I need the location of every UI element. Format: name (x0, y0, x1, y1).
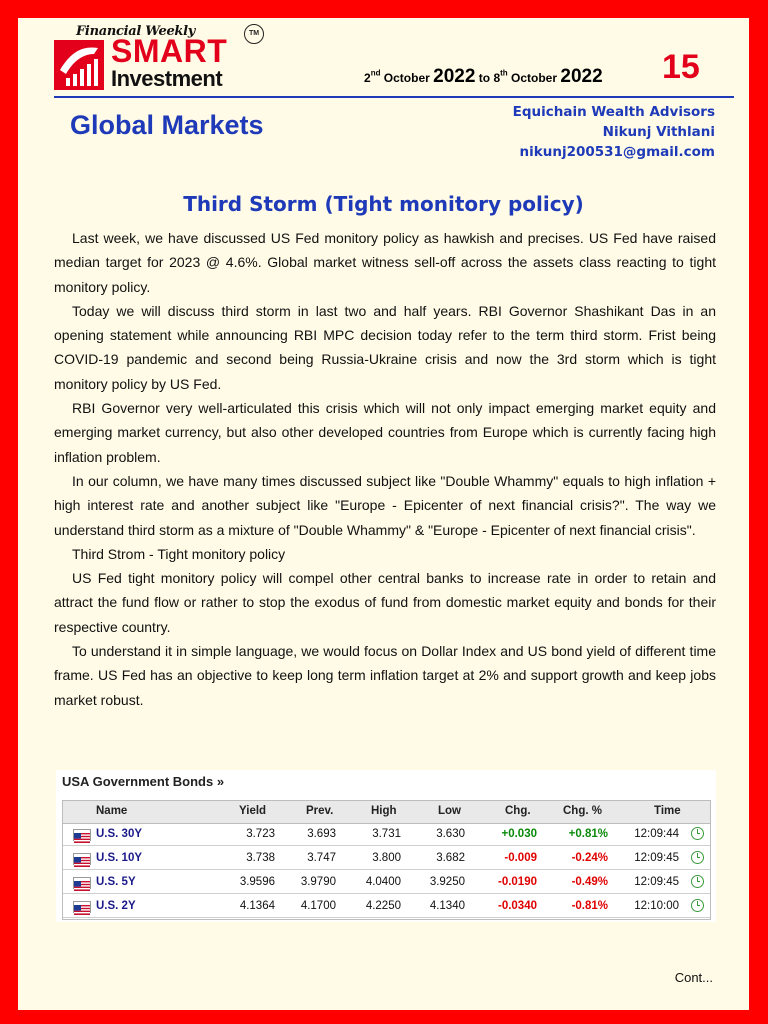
cell-high: 3.731 (372, 828, 401, 840)
article-body (54, 226, 716, 712)
cell-high: 4.2250 (365, 900, 401, 912)
cell-chg-pct: -0.49% (571, 876, 608, 888)
cell-prev: 3.747 (307, 852, 336, 864)
masthead-divider (54, 96, 734, 98)
section-title: Global Markets (70, 110, 264, 140)
cell-prev: 4.1700 (300, 900, 336, 912)
trademark-badge: TM (244, 24, 264, 44)
advisor-firm: Equichain Wealth Advisors (512, 104, 715, 120)
logo-brand-investment: Investment (111, 66, 223, 91)
date-start-suffix: nd (370, 68, 381, 78)
header-name: Name (96, 805, 128, 817)
advisor-email: nikunj200531@gmail.com (519, 144, 715, 160)
header-chg: Chg. (505, 805, 531, 817)
clock-icon (691, 827, 704, 840)
cell-time: 12:10:00 (634, 900, 679, 912)
advisor-name: Nikunj Vithlani (602, 124, 715, 140)
article-paragraph: To understand it in simple language, we would focus on Dollar Index and US bond yield of different time frame. US Fed has an objective to keep long term inflation target at 2% and support growth and keep jobs market robust. (54, 643, 716, 708)
cell-name[interactable]: U.S. 30Y (96, 828, 143, 840)
date-end-day: 8 (493, 71, 501, 85)
usa-government-bonds-table (56, 770, 716, 922)
logo-brand-smart: SMART (111, 33, 228, 69)
date-to: to (475, 71, 494, 85)
date-start-day: 2 (364, 71, 371, 85)
table-header-row (63, 801, 710, 824)
page (18, 18, 749, 1010)
header-prev: Prev. (306, 805, 334, 817)
clock-icon (691, 899, 704, 912)
cell-chg: -0.009 (504, 852, 537, 864)
table-grid (62, 800, 711, 920)
header-low: Low (438, 805, 461, 817)
cell-yield: 3.738 (246, 852, 275, 864)
cell-chg-pct: -0.24% (571, 852, 608, 864)
date-end-year: 2022 (560, 66, 603, 87)
cell-low: 3.9250 (429, 876, 465, 888)
clock-icon (691, 851, 704, 864)
issue-number: 15 (662, 48, 700, 86)
table-row[interactable] (63, 871, 710, 894)
cell-chg: +0.030 (501, 828, 537, 840)
logo-chart-icon (54, 40, 104, 90)
cell-high: 3.800 (372, 852, 401, 864)
article-subheading: Third Strom - Tight monitory policy (72, 545, 286, 562)
cell-low: 3.630 (436, 828, 465, 840)
date-start-month: October (380, 71, 434, 85)
cell-low: 4.1340 (429, 900, 465, 912)
cell-high: 4.0400 (365, 876, 401, 888)
us-flag-icon (73, 901, 91, 913)
date-end-suffix: th (500, 68, 508, 78)
cell-yield: 3.723 (246, 828, 275, 840)
table-row[interactable] (63, 895, 710, 918)
cell-chg-pct: +0.81% (568, 828, 608, 840)
table-row[interactable] (63, 823, 710, 846)
date-end-month: October (507, 71, 561, 85)
cell-name[interactable]: U.S. 2Y (96, 900, 136, 912)
table-title: USA Government Bonds » (62, 774, 225, 789)
cell-chg: -0.0340 (497, 900, 537, 912)
article-paragraph: Last week, we have discussed US Fed monitory policy as hawkish and precises. US Fed have raised median target for 2023 @ 4.6%. Global market witness sell-off across the assets class reacting to tight monitory policy. (54, 230, 716, 295)
article-paragraph: US Fed tight monitory policy will compel other central banks to increase rate in order to retain and attract the fund flow or rather to stop the exodus of fund from domestic market equity and bonds for their respective country. (54, 570, 716, 635)
cell-time: 12:09:44 (634, 828, 679, 840)
cell-yield: 3.9596 (239, 876, 275, 888)
cell-chg: -0.0190 (497, 876, 537, 888)
continued-label: Cont... (674, 970, 713, 985)
cell-chg-pct: -0.81% (571, 900, 608, 912)
cell-prev: 3.693 (307, 828, 336, 840)
date-start-year: 2022 (433, 66, 476, 87)
cell-prev: 3.9790 (300, 876, 336, 888)
us-flag-icon (73, 829, 91, 841)
advisor-block (513, 102, 715, 162)
us-flag-icon (73, 853, 91, 865)
header-yield: Yield (239, 805, 267, 817)
table-row[interactable] (63, 847, 710, 870)
cell-time: 12:09:45 (634, 876, 679, 888)
issue-date-range (364, 66, 603, 88)
clock-icon (691, 875, 704, 888)
cell-name[interactable]: U.S. 10Y (96, 852, 143, 864)
article-paragraph: RBI Governor very well-articulated this crisis which will not only impact emerging market equity and emerging market currency, but also other developed countries from Europe which is currently facing high inflation problem. (54, 400, 716, 465)
article-paragraph: In our column, we have many times discussed subject like "Double Whammy" equals to high inflation + high interest rate and another subject like "Europe - Epicenter of next financial crisis?". The way we understand third storm as a mixture of "Double Whammy" & "Europe - Epicenter of next financial crisis". (54, 472, 716, 538)
header-high: High (371, 805, 397, 817)
cell-yield: 4.1364 (239, 900, 275, 912)
us-flag-icon (73, 877, 91, 889)
header-chg-pct: Chg. % (563, 805, 602, 817)
article-paragraph: Today we will discuss third storm in last two and half years. RBI Governor Shashikant Das in an opening statement while announcing RBI MPC decision today refer to the term third storm. Frist being COVID-19 pandemic and second being Russia-Ukraine crisis and now the 3rd storm which is tight monitory policy by US Fed. (54, 302, 716, 392)
logo-tagline: Financial Weekly (76, 24, 196, 39)
cell-low: 3.682 (436, 852, 465, 864)
article-title: Third Storm (Tight monitory policy) (183, 192, 584, 216)
cell-time: 12:09:45 (634, 852, 679, 864)
cell-name[interactable]: U.S. 5Y (96, 876, 136, 888)
header-time: Time (654, 805, 681, 817)
